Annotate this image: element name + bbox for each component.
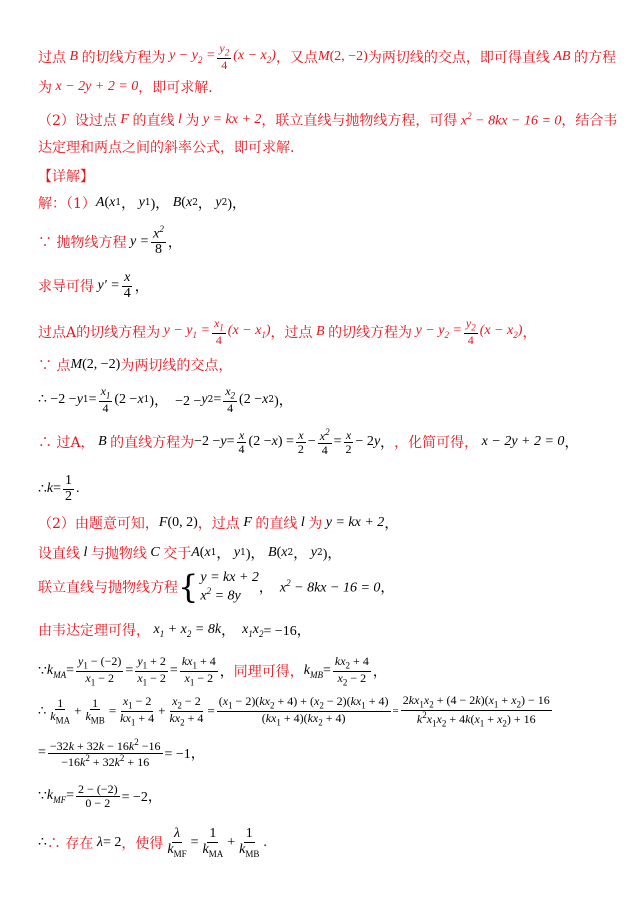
fraction: $\frac{x_1 - 2}{kx_1 + 4}$ <box>120 694 155 728</box>
line-12: ∴ 过A， B 的直线方程为 −2 − y = $\frac{x}{4}$ (2 − x ) = $\frac{x}{2}$ − $\frac{x^2}{4}$ = $\frac{x}{2}$ − 2 y ， ，化简可得， x − 2y + 2 = 0 ， <box>38 427 579 457</box>
fraction: $\frac{x_2}{4}$ <box>225 384 236 415</box>
fraction: $\frac{1}{k_{MA}}$ <box>50 695 71 726</box>
line-4: 达定理和两点之间的斜率公式，即可求解. <box>38 140 295 156</box>
equation-system: y = kx + 2 $x^2 = 8y$ <box>200 570 259 604</box>
line-18: ∵ $k_{MA}$ = $\frac{y_1 - (-2)}{x_1 - 2}$ = $\frac{y_1 + 2}{x_1 - 2}$ = $\frac{kx_1 + 4}{x_1 - 2}$ ， 同理可得， $k_{MB}$ = $\frac{kx_2 + 4}{x_2 - 2}$ ， <box>38 654 387 688</box>
fraction: $\frac{y_2}{4}$ <box>219 41 230 72</box>
fraction: $\frac{y_2}{4}$ <box>465 316 476 347</box>
line-13: ∴ k = $\frac{1}{2}$ . <box>38 473 80 504</box>
fraction: $\frac{x^2}{4}$ <box>319 427 330 457</box>
fraction: $\frac{(x_1 - 2)(kx_2 + 4) + (x_2 - 2)(kx_1 + 4)}{(kx_1 + 4)(kx_2 + 4)}$ <box>218 694 389 728</box>
fraction: $\frac{kx_2 + 4}{x_2 - 2}$ <box>334 654 369 688</box>
fraction: $\frac{1}{2}$ <box>65 473 73 504</box>
fraction: $\frac{1}{k_{MB}}$ <box>239 826 260 859</box>
fraction: $\frac{x^2}{8}$ <box>153 224 164 258</box>
fraction: $\frac{1}{k_{MA}}$ <box>202 826 224 859</box>
section-heading: 【详解】 <box>38 169 94 185</box>
line-11: ∴ −2 − y 1 = $\frac{x_1}{4}$ (2 − x 1 )， −2 − y 2 = $\frac{x_2}{4}$ (2 − x 2 )， <box>38 384 293 415</box>
fraction: $\frac{x_1}{4}$ <box>100 384 111 415</box>
line-16: 联立直线与抛物线方程 { y = kx + 2 $x^2 = 8y$ ， $x^2 - 8kx - 16 = 0$ ， <box>38 568 395 607</box>
fraction: $\frac{2kx_1x_2 + (4 - 2k)(x_1 + x_2) - 16}{k^2x_1x_2 + 4k(x_1 + x_2) + 16}$ <box>402 693 550 729</box>
fraction: $\frac{1}{k_{MB}}$ <box>85 695 105 726</box>
fraction: $\frac{y_1 + 2}{x_1 - 2}$ <box>137 654 166 688</box>
fraction: $\frac{\lambda}{k_{MF}}$ <box>167 826 187 859</box>
line-15: 设直线 l 与抛物线 C 交于 A ( x 1 ， y 1 )， B ( x 2 ， y 2 )， <box>38 545 342 562</box>
fraction: $\frac{x_1}{4}$ <box>213 316 224 347</box>
fraction: $\frac{x}{2}$ <box>297 428 304 456</box>
line-21: ∵ $k_{MF}$ = $\frac{2 - (-2)}{0 - 2}$ = −2， <box>38 782 162 810</box>
line-14: （2）由题意可知， F (0, 2) ，过点 F 的直线 l 为 y = kx + 2 ， <box>38 515 399 532</box>
line-9: 过点A的切线方程为 $y - y_1$ = $\frac{x_1}{4}$ $(x - x_1)$ ，过点 B 的切线方程为 $y - y_2$ = $\frac{y_2}{4}$ $(x - x_2)$ ， <box>38 316 537 347</box>
fraction: $\frac{x}{4}$ <box>238 428 245 456</box>
line-19: ∴ $\frac{1}{k_{MA}}$ + $\frac{1}{k_{MB}}$ = $\frac{x_1 - 2}{kx_1 + 4}$ + $\frac{x_2 - 2}{kx_2 + 4}$ = $\frac{(x_1 - 2)(kx_2 + 4) + (x_2 - 2)(kx_1 + 4)}{(kx_1 + 4)(kx_2 + 4)}$ = $\frac{2kx_1x_2 + (4 - 2k)(x_1 + x_2) - 16}{k^2x_1x_2 + 4k(x_1 + x_2) + 16}$ <box>38 693 550 729</box>
line-3: （2）设过点 F 的直线 l 为 y = kx + 2 ，联立直线与抛物线方程，可得 $x^2 - 8kx - 16 = 0$ ，结合韦 <box>38 110 618 129</box>
line-2: 为 x − 2y + 2 = 0 ，即可求解. <box>38 79 213 96</box>
fraction: $\frac{-32k + 32k - 16k^2 -16}{-16k^2 + 32k^2 + 16}$ <box>49 737 161 769</box>
line-10: ∵ 点 M (2, −2) 为两切线的交点， <box>38 357 233 374</box>
fraction: $\frac{2 - (-2)}{0 - 2}$ <box>78 782 118 810</box>
fraction: $\frac{kx_1 + 4}{x_1 - 2}$ <box>181 654 216 688</box>
fraction: $\frac{x}{4}$ <box>123 270 131 301</box>
fraction: $\frac{x_2 - 2}{kx_2 + 4}$ <box>169 694 204 728</box>
line-8: 求导可得 y′ = $\frac{x}{4}$ ， <box>38 270 149 301</box>
fraction: $\frac{y_1 - (-2)}{x_1 - 2}$ <box>78 654 122 688</box>
line-17: 由韦达定理可得， $x_1 + x_2 = 8k$ ， $x_1x_2$ = −16， <box>38 621 311 639</box>
line-7: ∵ 抛物线方程 y = $\frac{x^2}{8}$ ， <box>38 224 182 258</box>
line-20: = $\frac{-32k + 32k - 16k^2 -16}{-16k^2 + 32k^2 + 16}$ = −1， <box>38 737 205 769</box>
fraction: $\frac{x}{2}$ <box>345 428 352 456</box>
line-1: 过点 B 的切线方程为 $y - y_2$ = $\frac{y_2}{4}$ $(x - x_2)$ ，又点 M (2, −2) 为两切线的交点，即可得直线 AB 的方程 <box>38 41 616 72</box>
line-22: ∴ ∴ 存在 λ = 2 ，使得 $\frac{\lambda}{k_{MF}}$ = $\frac{1}{k_{MA}}$ + $\frac{1}{k_{MB}}$ . <box>38 826 267 859</box>
line-6: 解：（1） A ( x 1 ， y 1 )， B ( x 2 ， y 2 )， <box>38 195 247 212</box>
